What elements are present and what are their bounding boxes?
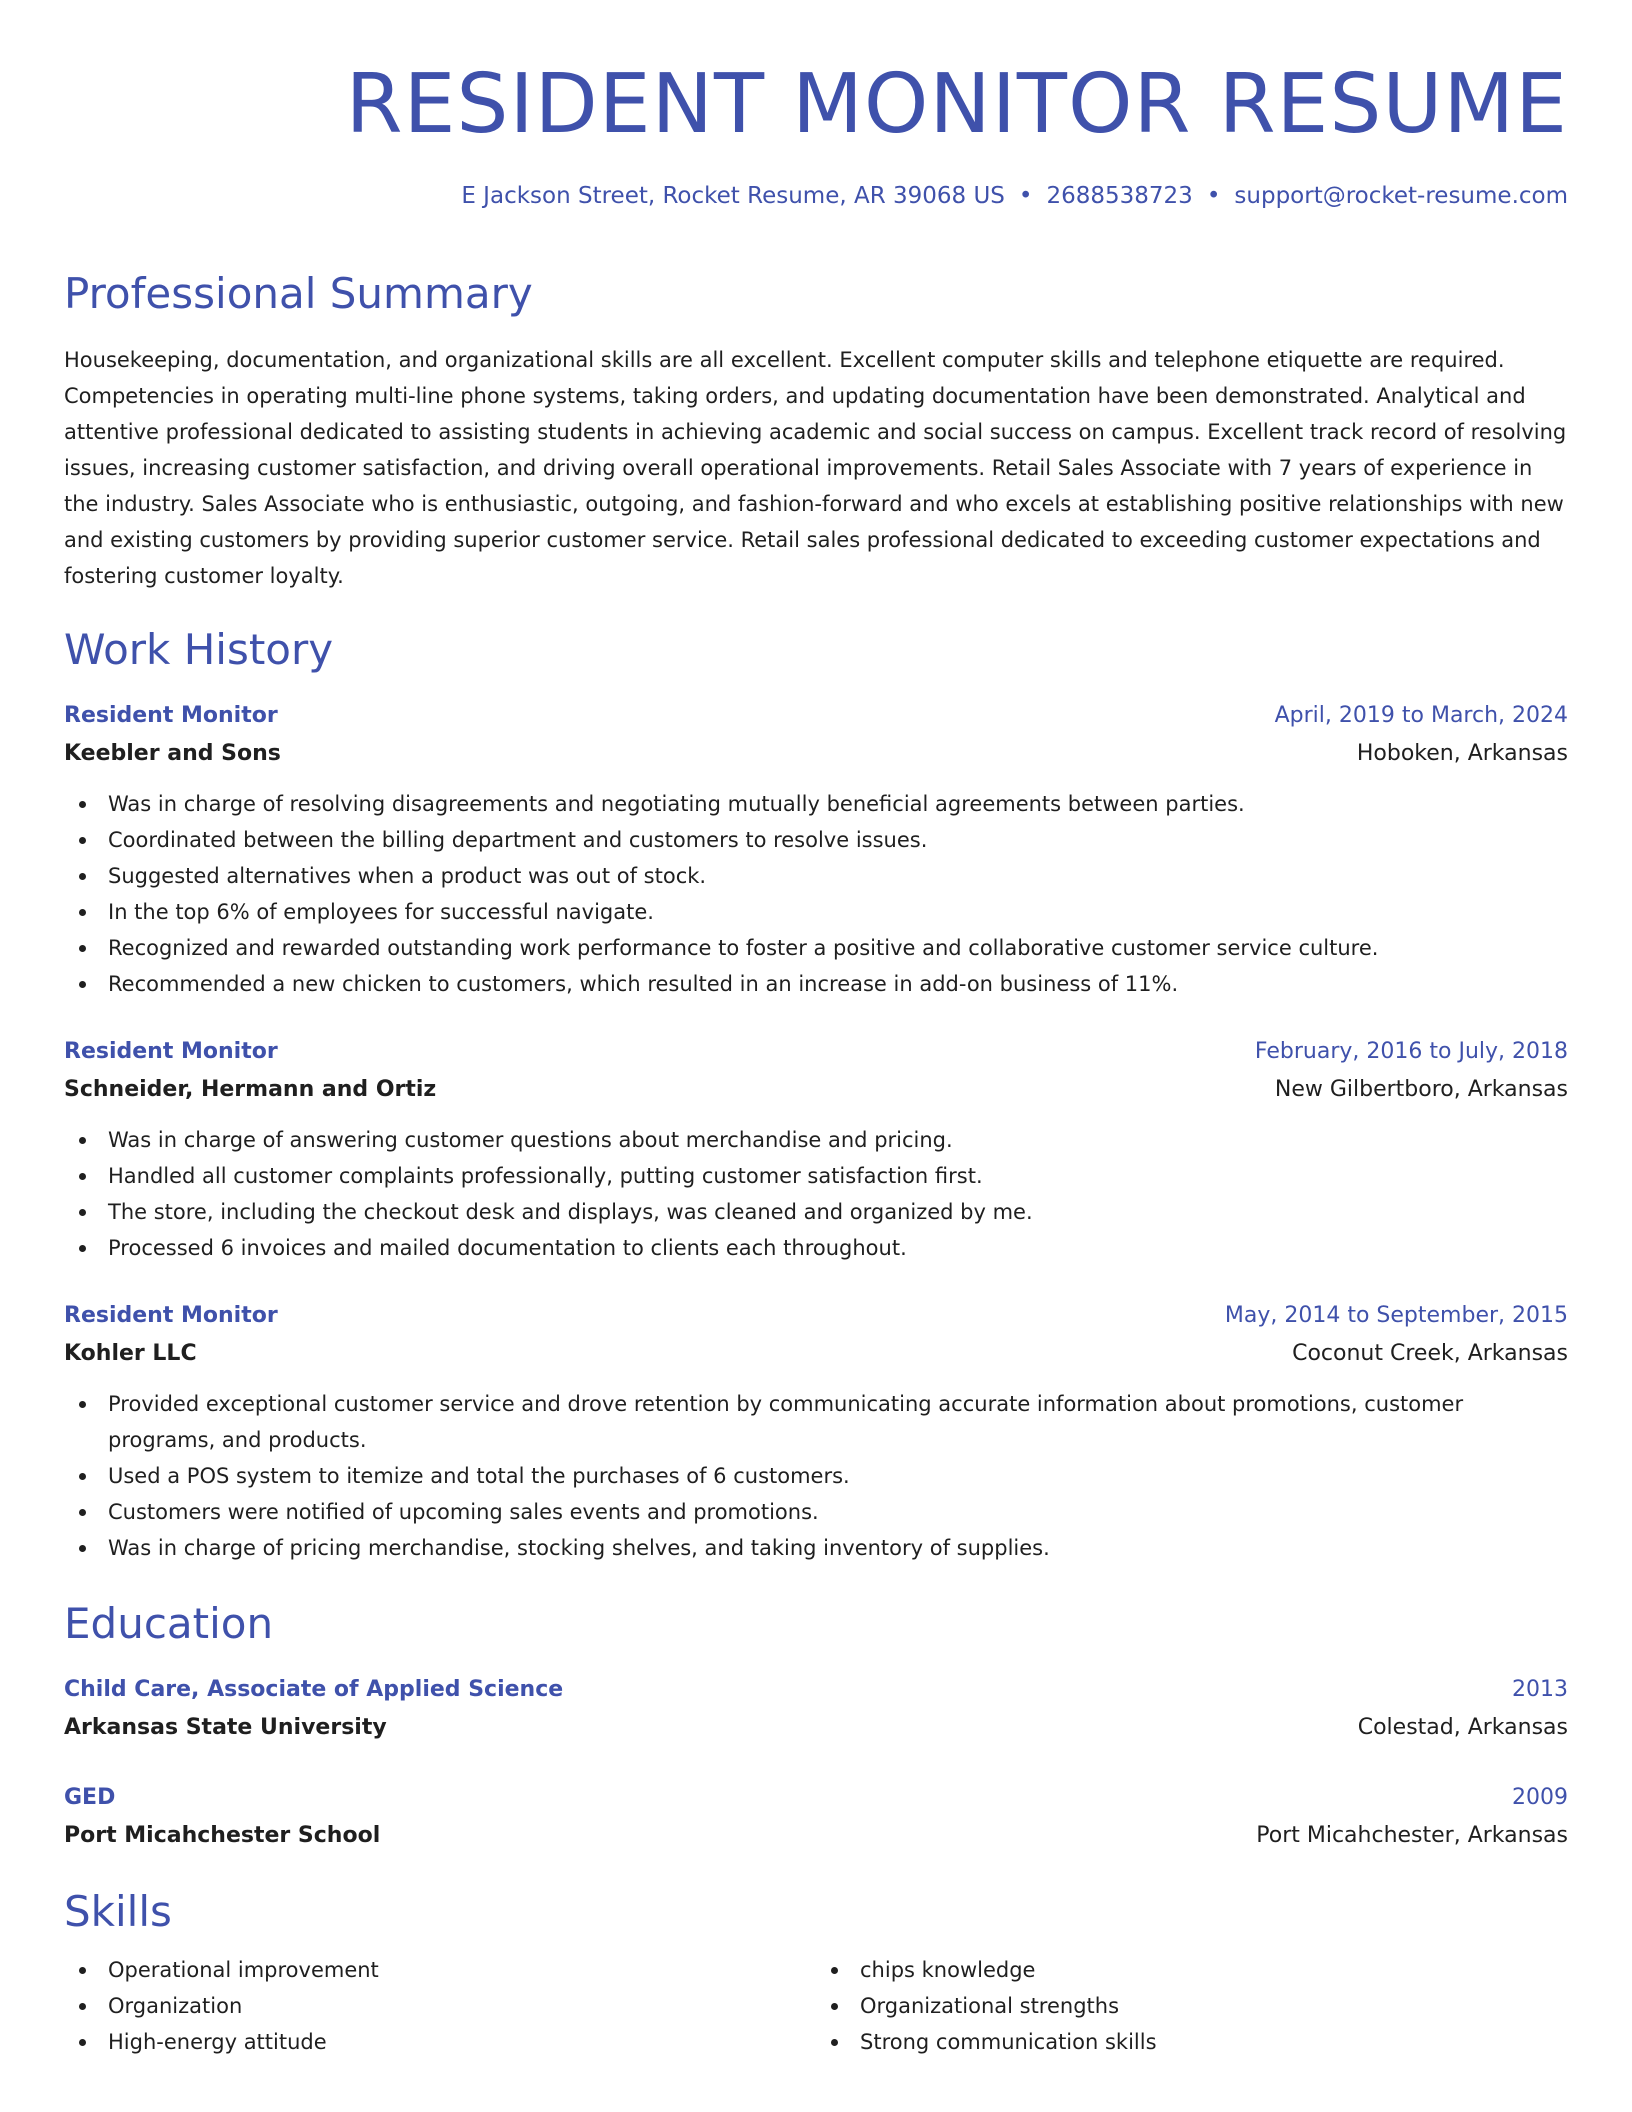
job-bullet: Handled all customer complaints professionally, putting customer satisfaction first. <box>64 1158 1568 1194</box>
job-bullet: Coordinated between the billing department and customers to resolve issues. <box>64 822 1568 858</box>
job-bullets <box>64 786 1568 1002</box>
summary-text: Housekeeping, documentation, and organizational skills are all excellent. Excellent computer skills and telephone etiquette are required. Competencies in operating multi-line phone systems, taking orders, and updating documentation have been demonstrated. Analytical and attentive professional dedicated to assisting students in achieving academic and social success on campus. Excellent track record of resolving issues, increasing customer satisfaction, and driving overall operational improvements. Retail Sales Associate with 7 years of experience in the industry. Sales Associate who is enthusiastic, outgoing, and fashion-forward and who excels at establishing positive relationships with new and existing customers by providing superior customer service. Retail sales professional dedicated to exceeding customer expectations and fostering customer loyalty. <box>64 348 1567 588</box>
job-bullet: Was in charge of resolving disagreements and negotiating mutually beneficial agreements between parties. <box>64 786 1568 822</box>
skills-list-left <box>64 1952 816 2060</box>
job-bullet: Recognized and rewarded outstanding work performance to foster a positive and collaborative customer service culture. <box>64 930 1568 966</box>
summary-section <box>64 266 1568 594</box>
education-entry <box>64 1780 1568 1856</box>
skill-item: Strong communication skills <box>816 2024 1568 2060</box>
education-year: 2009 <box>1512 1785 1568 1810</box>
skills-section <box>64 1884 1568 2060</box>
contact-separator: • <box>1018 183 1033 209</box>
job-bullet: Provided exceptional customer service and drove retention by communicating accurate information about promotions, customer programs, and products. <box>64 1386 1568 1458</box>
education-section <box>64 1596 1568 1856</box>
job-bullet: Used a POS system to itemize and total the purchases of 6 customers. <box>64 1458 1568 1494</box>
skills-heading: Skills <box>64 1887 172 1936</box>
job-bullet: Customers were notified of upcoming sales events and promotions. <box>64 1494 1568 1530</box>
skill-item: Organization <box>64 1988 816 2024</box>
skill-item: Organizational strengths <box>816 1988 1568 2024</box>
education-school: Port Micahchester School <box>64 1823 381 1848</box>
skill-item: High-energy attitude <box>64 2024 816 2060</box>
job-dates: February, 2016 to July, 2018 <box>1254 1039 1568 1064</box>
job-bullets <box>64 1386 1568 1566</box>
education-school: Arkansas State University <box>64 1715 387 1740</box>
contact-address: E Jackson Street, Rocket Resume, AR 39068 US <box>461 183 1005 209</box>
skill-item: Operational improvement <box>64 1952 816 1988</box>
job-entry <box>64 698 1568 1002</box>
skill-item: chips knowledge <box>816 1952 1568 1988</box>
job-bullet: In the top 6% of employees for successful navigate. <box>64 894 1568 930</box>
job-company: Kohler LLC <box>64 1341 197 1366</box>
education-entry <box>64 1672 1568 1748</box>
job-location: Coconut Creek, Arkansas <box>1292 1341 1568 1366</box>
job-title: Resident Monitor <box>64 1039 278 1064</box>
work-history-section <box>64 622 1568 1566</box>
job-company: Schneider, Hermann and Ortiz <box>64 1077 437 1102</box>
contact-separator: • <box>1206 183 1221 209</box>
job-entry <box>64 1034 1568 1266</box>
skills-grid <box>64 1952 1568 2060</box>
contact-phone: 2688538723 <box>1046 183 1193 209</box>
job-bullet: The store, including the checkout desk and displays, was cleaned and organized by me. <box>64 1194 1568 1230</box>
job-bullet: Was in charge of pricing merchandise, stocking shelves, and taking inventory of supplies. <box>64 1530 1568 1566</box>
education-location: Colestad, Arkansas <box>1357 1715 1568 1740</box>
job-bullet: Processed 6 invoices and mailed documentation to clients each throughout. <box>64 1230 1568 1266</box>
job-dates: May, 2014 to September, 2015 <box>1224 1303 1568 1328</box>
job-title: Resident Monitor <box>64 1303 278 1328</box>
job-dates: April, 2019 to March, 2024 <box>1274 703 1568 728</box>
job-location: Hoboken, Arkansas <box>1356 741 1568 766</box>
job-bullets <box>64 1122 1568 1266</box>
job-entry <box>64 1298 1568 1566</box>
education-degree: GED <box>64 1785 116 1810</box>
contact-email: support@rocket-resume.com <box>1234 183 1568 209</box>
education-location: Port Micahchester, Arkansas <box>1256 1823 1568 1848</box>
job-bullet: Suggested alternatives when a product was out of stock. <box>64 858 1568 894</box>
job-bullet: Was in charge of answering customer questions about merchandise and pricing. <box>64 1122 1568 1158</box>
resume-header <box>64 0 1568 212</box>
resume-title: RESIDENT MONITOR RESUME <box>345 57 1568 152</box>
education-year: 2013 <box>1512 1677 1568 1702</box>
job-location: New Gilbertboro, Arkansas <box>1274 1077 1568 1102</box>
education-heading: Education <box>64 1599 274 1648</box>
job-company: Keebler and Sons <box>64 741 281 766</box>
summary-heading: Professional Summary <box>64 269 533 318</box>
contact-line <box>64 180 1568 212</box>
education-degree: Child Care, Associate of Applied Science <box>64 1677 564 1702</box>
job-title: Resident Monitor <box>64 703 278 728</box>
work-history-heading: Work History <box>64 625 334 674</box>
skills-list-right <box>816 1952 1568 2060</box>
job-bullet: Recommended a new chicken to customers, which resulted in an increase in add-on business of 11%. <box>64 966 1568 1002</box>
